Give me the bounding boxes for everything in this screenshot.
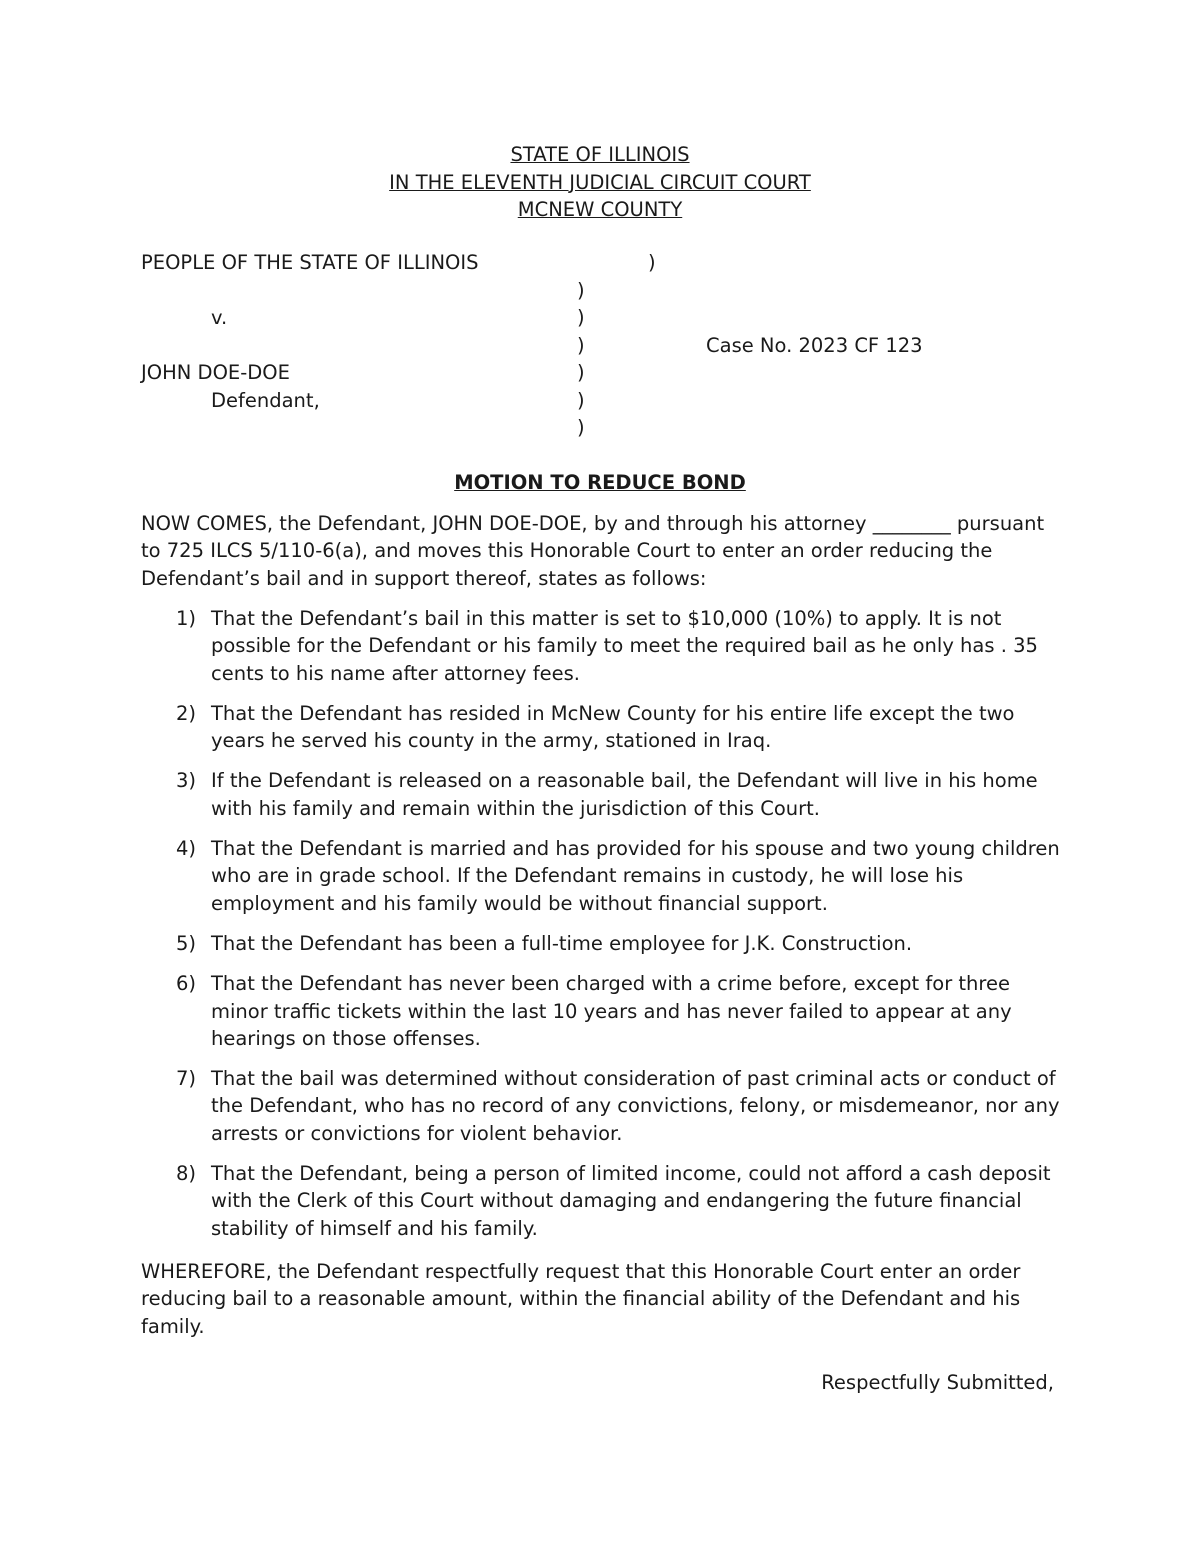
list-item	[141, 970, 1066, 1052]
item-text: That the Defendant has been a full-time employee for J.K. Construction.	[211, 931, 913, 955]
list-item	[141, 835, 1066, 917]
plaintiff-name: PEOPLE OF THE STATE OF ILLINOIS	[141, 251, 479, 274]
item-number: 7)	[176, 1067, 197, 1091]
item-number: 1)	[176, 607, 197, 630]
case-number: Case No. 2023 CF 123	[706, 334, 923, 357]
header-court: IN THE ELEVENTH JUDICIAL CIRCUIT COURT	[389, 170, 811, 194]
header-county: MCNEW COUNTY	[517, 198, 683, 221]
item-text: That the bail was determined without consideration of past criminal acts or conduct of the Defendant, who has no record of any convictions, felony, or misdemeanor, nor any arrests or convictions for violent behavior.	[211, 1067, 1060, 1145]
item-number: 8)	[176, 1162, 197, 1186]
item-text: That the Defendant, being a person of limited income, could not afford a cash deposit with the Clerk of this Court without damaging and endangering the future financial stability of himself and his family.	[211, 1162, 1051, 1240]
item-number: 3)	[176, 769, 197, 793]
item-number: 5)	[176, 931, 197, 955]
item-number: 6)	[176, 972, 197, 996]
item-number: 4)	[176, 837, 197, 861]
caption-paren: )	[577, 279, 585, 302]
list-item	[141, 1065, 1066, 1147]
caption-paren: )	[577, 334, 585, 357]
item-text: That the Defendant is married and has provided for his spouse and two young children who are in grade school. If the Defendant remains in custody, he will lose his employment and his family would be without financial support.	[211, 837, 1060, 915]
numbered-list	[141, 605, 1066, 1255]
item-text: If the Defendant is released on a reasonable bail, the Defendant will live in his home with his family and remain within the jurisdiction of this Court.	[211, 769, 1038, 820]
list-item	[141, 605, 1066, 687]
list-item	[141, 1160, 1066, 1242]
list-item	[141, 700, 1066, 755]
item-number: 2)	[176, 701, 197, 725]
item-text: That the Defendant has never been charged with a crime before, except for three minor traffic tickets within the last 10 years and has never failed to appear at any hearings on those offenses.	[211, 972, 1012, 1050]
defendant-role: Defendant,	[211, 389, 320, 412]
signoff: Respectfully Submitted,	[821, 1371, 1054, 1394]
caption-paren: )	[648, 251, 656, 274]
item-text: That the Defendant’s bail in this matter is set to $10,000 (10%) to apply. It is not possible for the Defendant or his family to meet the required bail as he only has . 35 cents to his name after attorney fees.	[211, 607, 1038, 685]
caption-paren: )	[577, 361, 585, 384]
caption-paren: )	[577, 306, 585, 329]
wherefore-paragraph: WHEREFORE, the Defendant respectfully request that this Honorable Court enter an order reducing bail to a reasonable amount, within the financial ability of the Defendant and his family.	[141, 1260, 1021, 1338]
versus-label: v.	[211, 306, 228, 329]
caption-paren: )	[577, 416, 585, 439]
caption-paren: )	[577, 389, 585, 412]
defendant-name: JOHN DOE-DOE	[141, 361, 290, 384]
list-item	[141, 767, 1066, 822]
motion-title: MOTION TO REDUCE BOND	[454, 471, 746, 494]
item-text: That the Defendant has resided in McNew County for his entire life except the two years he served his county in the army, stationed in Iraq.	[211, 701, 1015, 753]
list-item	[141, 930, 1066, 957]
intro-paragraph: NOW COMES, the Defendant, JOHN DOE-DOE, by and through his attorney ________ pursuant to 725 ILCS 5/110-6(a), and moves this Honorable Court to enter an order reducing the Defendant’s bail and in support thereof, states as follows:	[141, 512, 1045, 590]
court-header	[0, 141, 1200, 224]
header-state: STATE OF ILLINOIS	[510, 143, 690, 166]
